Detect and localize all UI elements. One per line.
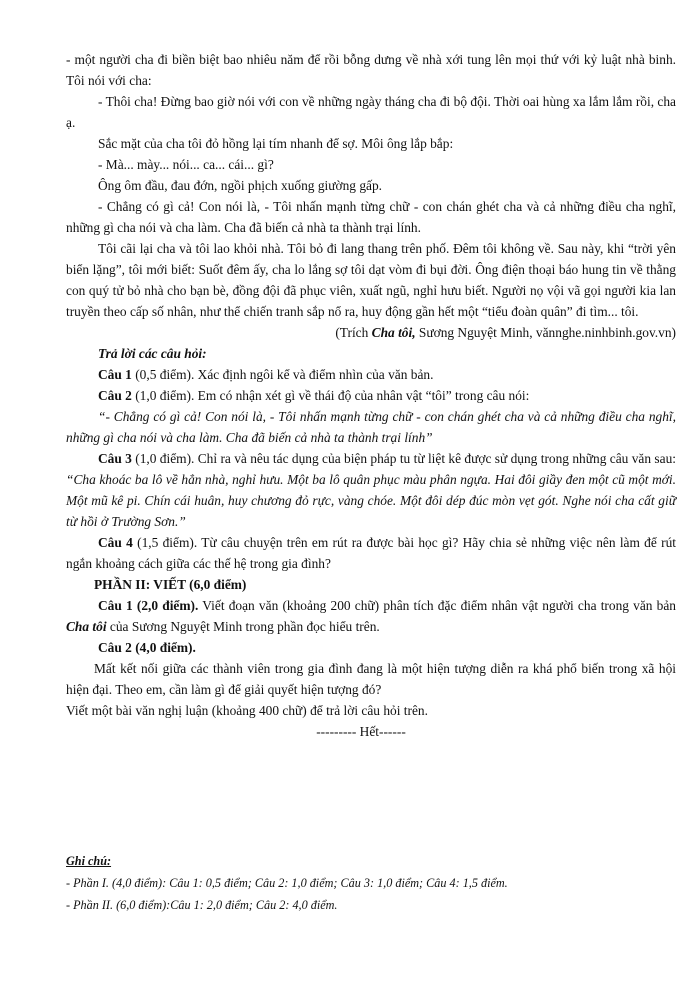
source-open: (Trích (335, 325, 372, 340)
question-2 (66, 385, 676, 406)
c2-prompt: Mất kết nối giữa các thành viên trong gia đình đang là một hiện tượng diễn ra khá phổ biến trong xã hội hiện đại. Theo em, cần làm gì để giải quyết hiện tượng đó? (66, 661, 676, 697)
c1-title: Cha tôi (66, 619, 107, 634)
end-mark: --------- Hết------ (316, 724, 406, 739)
q1-label: Câu 1 (98, 367, 132, 382)
c1-label: Câu 1 (2,0 điểm). (98, 598, 199, 613)
question-1 (66, 364, 676, 385)
q2-label: Câu 2 (98, 388, 132, 403)
q3-text: (1,0 điểm). Chỉ ra và nêu tác dụng của biện pháp tu từ liệt kê được sử dụng trong những câu văn sau: (131, 451, 676, 466)
story-paragraph-3: Sắc mặt của cha tôi đỏ hồng lại tím nhanh để sợ. Môi ông lắp bắp: (98, 136, 454, 151)
q2-quote: “- Chẳng có gì cả! Con nói là, - Tôi nhấn mạnh từng chữ - con chán ghét cha và cả những điều cha nghĩ, những gì cha nói và cha làm. Cha đã biến cả nhà ta thành trại lính” (66, 409, 676, 445)
notes-line-1: - Phần I. (4,0 điểm): Câu 1: 0,5 điểm; Câu 2: 1,0 điểm; Câu 3: 1,0 điểm; Câu 4: 1,5 điểm. (66, 876, 508, 890)
story-paragraph-1: - một người cha đi biền biệt bao nhiêu năm để rồi bỗng dưng về nhà xới tung lên mọi thứ với kỷ luật nhà binh. Tôi nói với cha: (66, 52, 676, 88)
q3-label: Câu 3 (98, 451, 132, 466)
questions-heading: Trả lời các câu hỏi: (98, 346, 207, 361)
exam-document (66, 49, 676, 742)
source-citation (66, 322, 676, 343)
story-paragraph-5: Ông ôm đầu, đau đớn, ngồi phịch xuống giường gấp. (98, 178, 382, 193)
writing-heading: PHẦN II: VIẾT (6,0 điểm) (94, 577, 247, 592)
story-paragraph-7: Tôi cãi lại cha và tôi lao khỏi nhà. Tôi bỏ đi lang thang trên phố. Đêm tôi không về. Sau này, khi “trời yên biển lặng”, tôi mới biết: Suốt đêm ấy, cha lo lắng sợ tôi dạt vòm đi bụi đời. Ông điện thoại báo hung tin về thằng con quý tử bỏ nhà cho bạn bè, đồng đội đã phục viên, xuất ngũ, nghỉ hưu biết. Người nọ vội vã gọi người kia lan truyền theo cấp số nhân, như thể chiến tranh sắp nổ ra, huy động gần hết một “tiểu đoàn quân” đi tìm... tôi. (66, 241, 676, 319)
question-3 (66, 448, 676, 532)
question-4 (66, 532, 676, 574)
c1-text-b: của Sương Nguyệt Minh trong phần đọc hiểu trên. (106, 619, 380, 634)
writing-question-1 (66, 595, 676, 637)
story-paragraph-2: - Thôi cha! Đừng bao giờ nói với con về những ngày tháng cha đi bộ đội. Thời oai hùng xa lắm lắm rồi, cha ạ. (66, 94, 676, 130)
notes-line-2: - Phần II. (6,0 điểm):Câu 1: 2,0 điểm; Câu 2: 4,0 điểm. (66, 898, 338, 912)
source-rest: Sương Nguyệt Minh, vănnghe.ninhbinh.gov.vn) (415, 325, 676, 340)
writing-question-2: Câu 2 (4,0 điểm). (98, 640, 196, 655)
q3-quote: “Cha khoác ba lô về hẳn nhà, nghỉ hưu. Một ba lô quân phục màu phân ngựa. Hai đôi giầy đen một cũ một mới. Một mũ kê pi. Chín cái huân, huy chương đỏ rực, vàng chóe. Một đôi dép đúc mòn vẹt gót. Nghe nói cha cất giữ từ hồi ở Trường Sơn.” (66, 472, 676, 529)
q4-label: Câu 4 (98, 535, 133, 550)
q2-text: (1,0 điểm). Em có nhận xét gì về thái độ của nhân vật “tôi” trong câu nói: (131, 388, 530, 403)
c2-task: Viết một bài văn nghị luận (khoảng 400 chữ) để trả lời câu hỏi trên. (66, 703, 428, 718)
source-title: Cha tôi, (371, 325, 416, 340)
notes-title: Ghi chú: (66, 854, 112, 868)
notes-section (66, 850, 676, 916)
q4-text: (1,5 điểm). Từ câu chuyện trên em rút ra được bài học gì? Hãy chia sẻ những việc nên làm để rút ngắn khoảng cách giữa các thế hệ trong gia đình? (66, 535, 676, 571)
q1-text: (0,5 điểm). Xác định ngôi kể và điểm nhìn của văn bản. (131, 367, 434, 382)
story-paragraph-4: - Mà... mày... nói... ca... cái... gì? (98, 157, 274, 172)
story-paragraph-6: - Chẳng có gì cả! Con nói là, - Tôi nhấn mạnh từng chữ - con chán ghét cha và cả những điều cha nghĩ, những gì cha nói và cha làm. Cha đã biến cả nhà ta thành trại lính. (66, 199, 676, 235)
c1-text-a: Viết đoạn văn (khoảng 200 chữ) phân tích đặc điểm nhân vật người cha trong văn bản (198, 598, 677, 613)
